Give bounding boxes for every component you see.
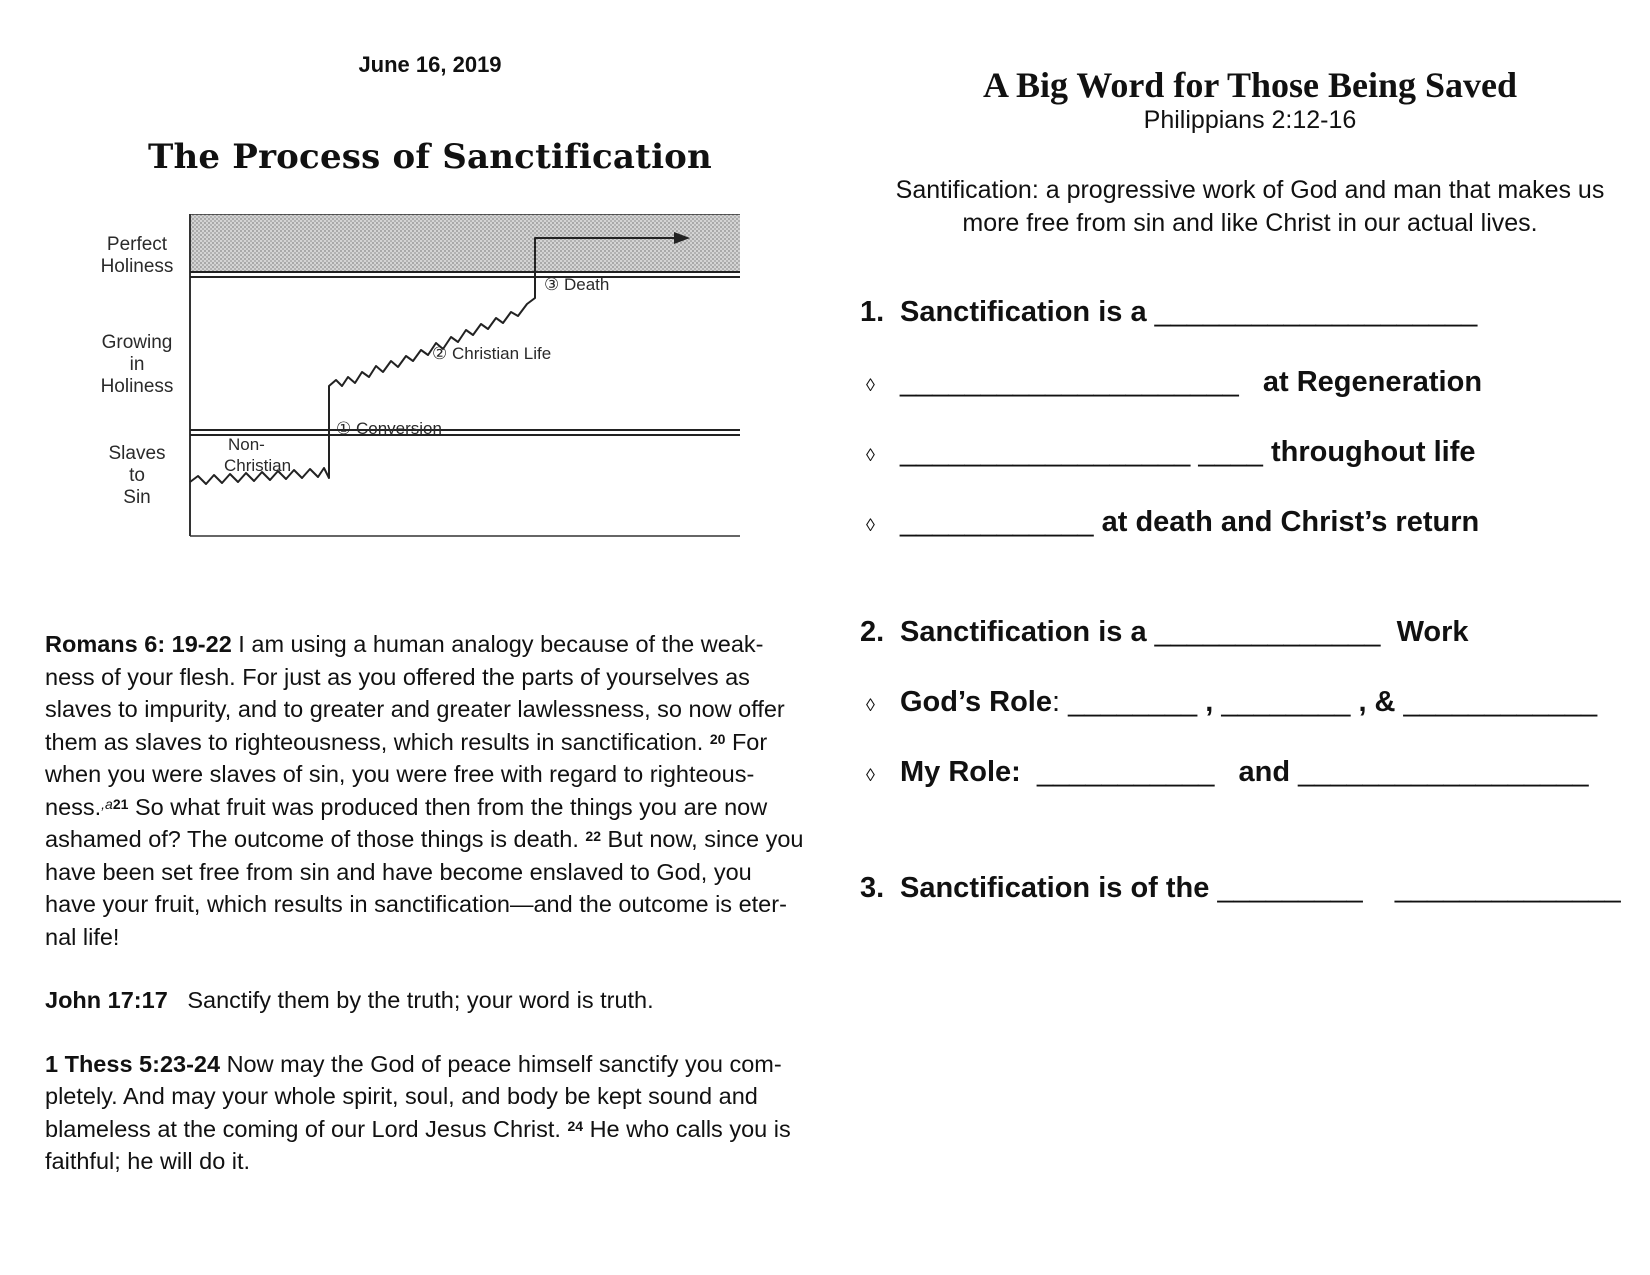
non-christian-label-1: Non- [228,435,265,454]
point-number: 3. [860,872,885,904]
verse-number: 21 [112,795,129,812]
point-text: Sanctification is of the [900,872,1218,904]
label-perfect-2: Holiness [100,256,174,277]
definition: Santification: a progressive work of God and man that makes us more free from sin and like Christ in our actual lives. [895,176,1605,237]
conjunction: and [1222,756,1291,788]
point-3 [860,872,1621,905]
passage-text: So what fruit was produced then from the things you are now ashamed of? The outcome of those things is death. [45,793,768,852]
fill-in-blank[interactable]: _____________________ [900,366,1239,398]
scripture-reference: Philippians 2:12-16 [1143,106,1357,134]
item-text: throughout life [1262,436,1476,468]
verse-number: 20 [709,730,726,747]
fill-in-blank[interactable]: __________________ [1290,756,1589,788]
point-text-end: Work [1380,616,1469,648]
fill-in-blank[interactable]: ______________ [1362,872,1621,904]
fill-in-blank[interactable]: _________ [1217,872,1363,904]
passage-text: I am using a human analogy because of the weak-ness of your flesh. For just as you offered the parts of yourselves as slaves to impurity, and to greater and greater lawlessness, so now offer them as slaves to righteousness, which results in sanctification. [45,631,785,755]
fill-in-blank[interactable]: ____________________ [1154,296,1478,328]
diamond-bullet-icon: ◊ [866,765,875,785]
item-text: at death and Christ’s return [1093,506,1480,538]
label-growing-2: in [129,354,145,375]
diamond-bullet-icon: ◊ [866,695,875,715]
stage-conversion: ① Conversion [336,419,442,438]
date: June 16, 2019 [358,52,502,77]
passage-romans [45,628,805,953]
point-2 [860,616,1469,649]
fill-in-blank[interactable]: ___________ [1020,756,1223,788]
separator: , & [1358,686,1396,718]
passage-ref: 1 Thess 5:23-24 [45,1050,221,1077]
passage-text: Sanctify them by the truth; your word is truth. [167,987,654,1013]
label-slaves-2: to [129,465,145,486]
non-christian-label-2: Christian [224,456,292,475]
point-1-item [860,366,1482,399]
role-label: God’s Role [900,686,1052,718]
fill-in-blank[interactable]: ____________ [900,506,1094,538]
diamond-bullet-icon: ◊ [866,515,875,535]
label-perfect-1: Perfect [106,234,168,255]
point-number: 2. [860,616,885,648]
role-label: My Role: [900,756,1021,788]
diamond-bullet-icon: ◊ [866,375,875,395]
separator: , [1205,686,1214,718]
fill-in-blank[interactable]: __________________ ____ [900,436,1263,468]
fill-in-blank[interactable]: ________ [1060,686,1206,718]
fill-in-blank[interactable]: ________ [1213,686,1359,718]
point-number: 1. [860,296,885,328]
point-text: Sanctification is a [900,616,1155,648]
passage-text: He who calls you is faithful; he will do it. [45,1115,791,1174]
label-growing-1: Growing [101,332,173,353]
label-growing-3: Holiness [100,376,174,397]
fill-in-blank[interactable]: ______________ [1154,616,1381,648]
point-1-item [860,436,1476,469]
verse-number: 22 [585,828,601,844]
label-slaves-3: Sin [123,487,151,508]
passage-text: Now may the God of peace himself sanctify you com-pletely. And may your whole spirit, soul, and body be kept sound and blameless at the coming of our Lord Jesus Christ. [45,1050,782,1142]
stage-death: ③ Death [544,275,610,294]
label-slaves-1: Slaves [108,443,166,464]
passage-thessalonians [45,1048,805,1178]
passage-ref: Romans 6: 19-22 [45,631,232,657]
stage-christian-life: ② Christian Life [432,344,552,363]
fill-in-blank[interactable]: ____________ [1395,686,1598,718]
role-colon: : [1052,686,1061,718]
passage-text: For when you were slaves of sin, you were free with regard to righteous-ness. [45,728,768,820]
sanctification-diagram [80,214,740,614]
gods-role [860,686,1597,719]
passage-text: But now, since you have been set free from sin and have become enslaved to God, you have your fruit, which results in sanctification—and the outcome is eter-nal life! [45,826,804,950]
scripture-passages [45,628,805,1209]
left-title: The Process of Sanctification [148,137,712,177]
item-text: at Regeneration [1238,366,1483,398]
verse-number: 24 [567,1117,584,1134]
passage-john [45,984,805,1017]
my-role [860,756,1588,789]
diamond-bullet-icon: ◊ [866,445,875,465]
passage-ref: John 17:17 [45,987,168,1013]
point-1 [860,296,1477,329]
point-text: Sanctification is a [900,296,1155,328]
perfect-holiness-band [190,214,740,272]
right-title: A Big Word for Those Being Saved [982,65,1518,105]
point-1-item [860,506,1479,539]
footnote-marker: ,a [101,795,113,812]
